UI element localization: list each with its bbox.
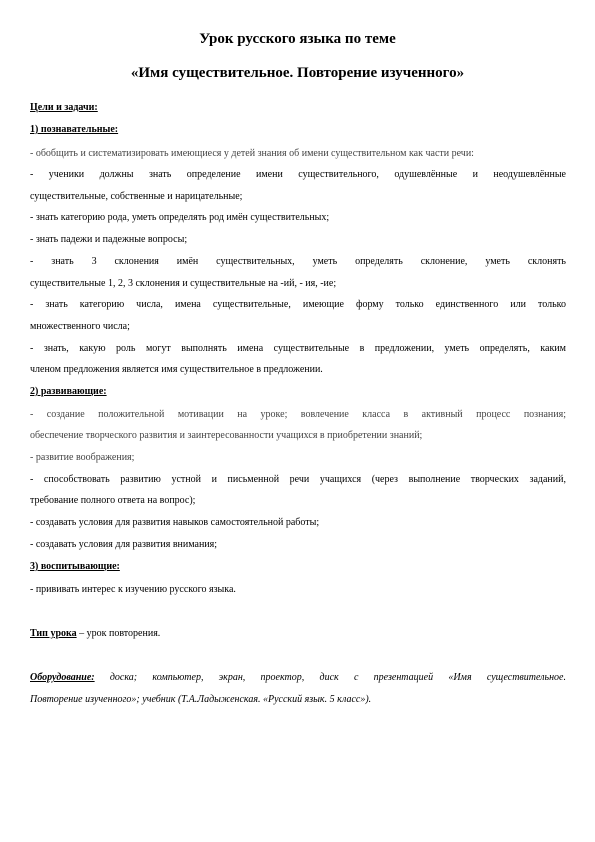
title-line-1: Урок русского языка по теме — [199, 31, 396, 47]
developing-item: - способствовать развитию устной и письменной речи учащихся (через выполнение творческих заданий, — [30, 474, 566, 485]
goals-heading: Цели и задачи: — [30, 102, 98, 113]
developing-item: - создание положительной мотивации на уроке; вовлечение класса в активный процесс познания; — [30, 409, 566, 420]
developing-item: - развитие воображения; — [30, 452, 135, 463]
equipment-line-1 — [30, 671, 566, 685]
lesson-type — [30, 627, 566, 641]
equipment-text-1: доска; компьютер, экран, проектор, диск с презентацией «Имя существительное. — [94, 672, 566, 683]
developing-item: - создавать условия для развития навыков самостоятельной работы; — [30, 517, 320, 528]
cognitive-item: - знать 3 склонения имён существительных, уметь определять склонение, уметь склонять — [30, 256, 566, 267]
cognitive-item: - знать категорию числа, имена существительные, имеющие форму только единственного или только — [30, 299, 566, 310]
lesson-type-value: – урок повторения. — [76, 628, 161, 639]
cognitive-item: - обобщить и систематизировать имеющиеся у детей знания об имени существительном как части речи: — [30, 148, 474, 159]
cognitive-item: множественного числа; — [30, 321, 130, 332]
cognitive-heading — [30, 123, 566, 137]
equipment-label: Оборудование: — [30, 672, 95, 683]
cognitive-item: существительные, собственные и нарицательные; — [30, 191, 243, 202]
educational-item: - прививать интерес к изучению русского языка. — [30, 584, 236, 595]
cognitive-item: - знать, какую роль могут выполнять имена существительные в предложении, уметь определять, каким — [30, 343, 566, 354]
developing-item: требование полного ответа на вопрос); — [30, 495, 196, 506]
developing-heading: 2) развивающие: — [30, 386, 107, 397]
equipment-line-2: Повторение изученного»; учебник (Т.А.Ладыженская. «Русский язык. 5 класс»). — [30, 694, 372, 705]
developing-item: обеспечение творческого развития и заинтересованности учащихся в приобретении знаний; — [30, 430, 423, 441]
developing-item: - создавать условия для развития внимания; — [30, 539, 218, 550]
cognitive-item: существительные 1, 2, 3 склонения и существительные на -ий, - ия, -ие; — [30, 278, 337, 289]
cognitive-heading-text: 1) познавательные: — [30, 124, 119, 135]
lesson-type-label: Тип урока — [30, 628, 77, 639]
cognitive-item: - ученики должны знать определение имени существительного, одушевлённые и неодушевлённые — [30, 169, 566, 180]
cognitive-item: - знать категорию рода, уметь определять род имён существительных; — [30, 212, 330, 223]
educational-heading: 3) воспитывающие: — [30, 561, 120, 572]
cognitive-item: - знать падежи и падежные вопросы; — [30, 234, 188, 245]
title-line-2: «Имя существительное. Повторение изученного» — [130, 65, 465, 81]
cognitive-item: членом предложения является имя существительное в предложении. — [30, 364, 323, 375]
